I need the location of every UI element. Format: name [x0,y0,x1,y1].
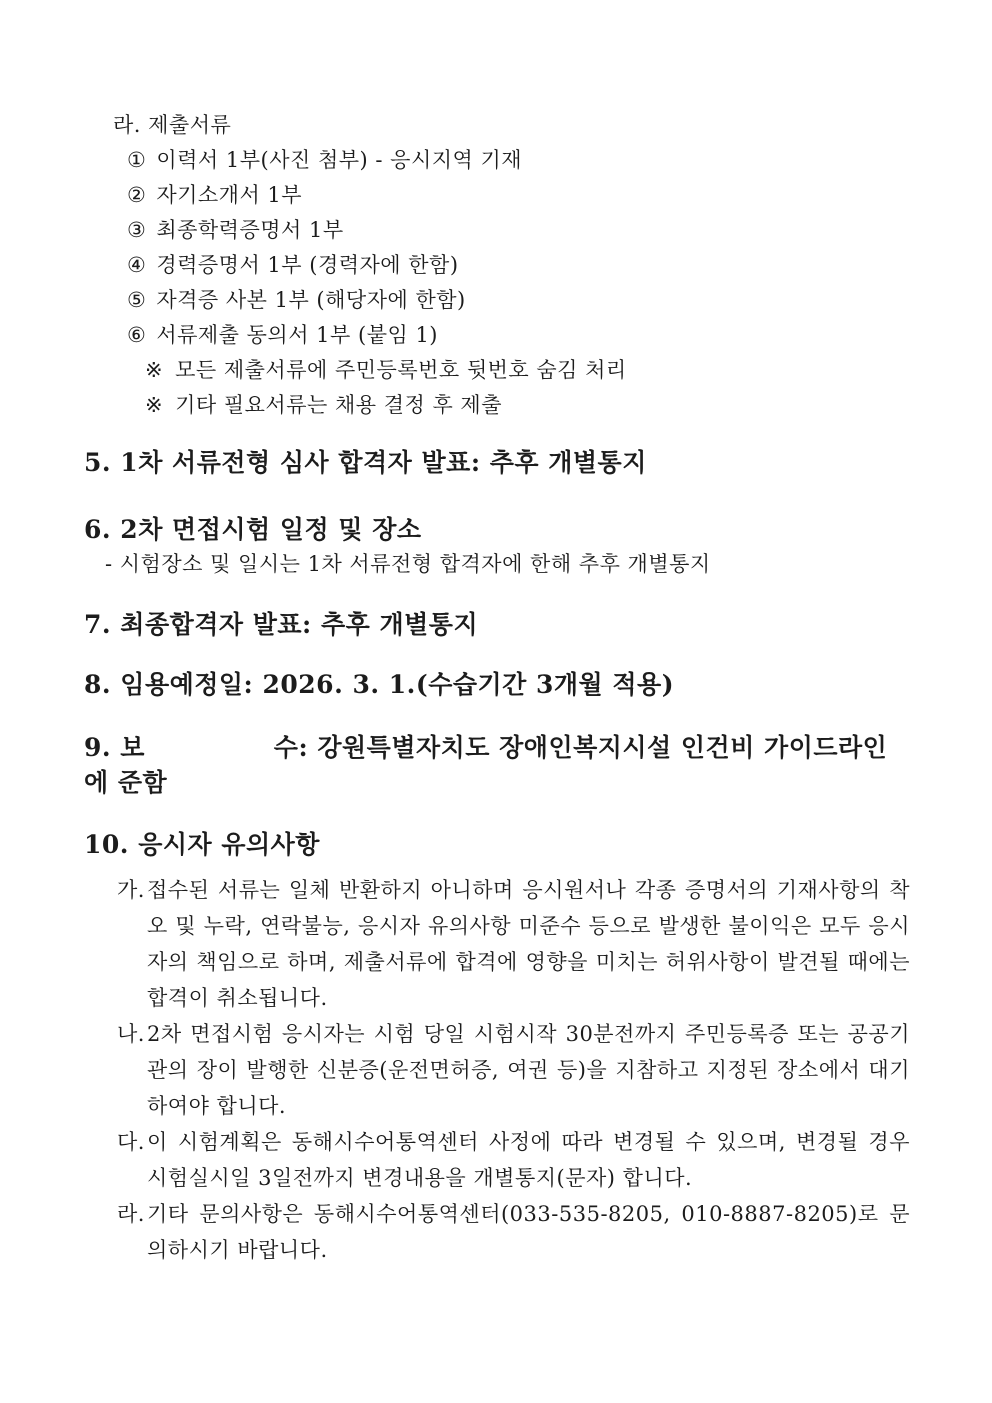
reference-mark-icon: ※ [145,358,164,382]
section-heading-8: 8. 임용예정일: 2026. 3. 1.(수습기간 3개월 적용) [84,670,675,699]
notice-text: 기타 문의사항은 동해시수어통역센터(033-535-8205, 010-8887-8205)로 문의하시기 바랍니다. [147,1202,910,1262]
notice-item [117,872,910,1016]
submission-docs-notes [145,353,910,423]
section-6-subline: - 시험장소 및 일시는 1차 서류전형 합격자에 한해 추후 개별통지 [105,552,711,576]
circled-number-marker: ③ [127,218,147,242]
list-item [127,213,910,248]
notice-item [117,1016,910,1124]
section-heading-6: 6. 2차 면접시험 일정 및 장소 [84,515,422,544]
list-item-text: 최종학력증명서 1부 [156,218,344,242]
list-item-text: 자기소개서 1부 [156,183,303,207]
list-item [127,178,910,213]
circled-number-marker: ④ [127,253,147,277]
list-item-text: 자격증 사본 1부 (해당자에 한함) [156,288,466,312]
section-heading-10: 10. 응시자 유의사항 [84,830,320,859]
note-text: 기타 필요서류는 채용 결정 후 제출 [175,393,502,417]
notice-text: 접수된 서류는 일체 반환하지 아니하며 응시원서나 각종 증명서의 기재사항의 착오 및 누락, 연락불능, 응시자 유의사항 미준수 등으로 발생한 불이익은 모두 응시자의 책임으로 하며, 제출서류에 합격에 영향을 미치는 허위사항이 발견될 때에는 합격이 취소됩니다. [147,878,910,1010]
list-item-text: 이력서 1부(사진 첨부) - 응시지역 기재 [156,148,523,172]
submission-docs-list [127,143,910,353]
notice-text: 이 시험계획은 동해시수어통역센터 사정에 따라 변경될 수 있으며, 변경될 경우 시험실시일 3일전까지 변경내용을 개별통지(문자) 합니다. [147,1130,910,1190]
list-item-text: 경력증명서 1부 (경력자에 한함) [156,253,459,277]
notice-text: 2차 면접시험 응시자는 시험 당일 시험시작 30분전까지 주민등록증 또는 공공기관의 장이 발행한 신분증(운전면허증, 여권 등)을 지참하고 지정된 장소에서 대기하여야 합니다. [147,1022,910,1118]
circled-number-marker: ⑥ [127,323,147,347]
notice-marker: 나. [117,1022,145,1046]
section-heading-9: 9. 보 수: 강원특별자치도 장애인복지시설 인건비 가이드라인에 준함 [84,733,888,797]
circled-number-marker: ① [127,148,147,172]
list-item [127,283,910,318]
note-item [145,388,910,423]
list-item [127,143,910,178]
circled-number-marker: ⑤ [127,288,147,312]
applicant-notices [117,872,910,1268]
notice-marker: 가. [117,878,145,902]
notice-marker: 라. [117,1202,145,1226]
circled-number-marker: ② [127,183,147,207]
reference-mark-icon: ※ [145,393,164,417]
section-heading-7: 7. 최종합격자 발표: 추후 개별통지 [84,610,479,639]
note-text: 모든 제출서류에 주민등록번호 뒷번호 숨김 처리 [175,358,627,382]
list-item [127,248,910,283]
notice-item [117,1124,910,1196]
notice-item [117,1196,910,1268]
submission-docs-label: 라. 제출서류 [113,113,232,137]
section-heading-5: 5. 1차 서류전형 심사 합격자 발표: 추후 개별통지 [84,448,647,477]
notice-marker: 다. [117,1130,145,1154]
note-item [145,353,910,388]
list-item [127,318,910,353]
list-item-text: 서류제출 동의서 1부 (붙임 1) [156,323,438,347]
